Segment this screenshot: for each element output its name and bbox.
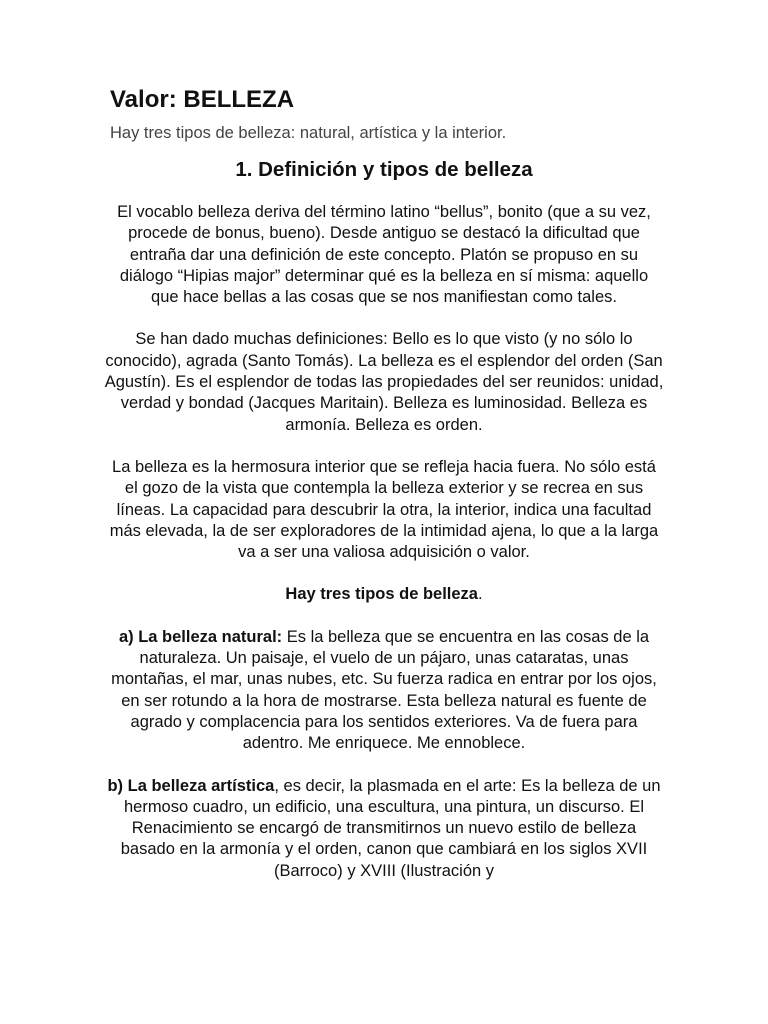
- document-body: [104, 202, 664, 903]
- type-artistic-label: b) La belleza artística: [107, 776, 275, 795]
- types-heading: [104, 584, 664, 605]
- document-subtitle: Hay tres tipos de belleza: natural, artística y la interior.: [110, 124, 507, 142]
- type-natural-label: a) La belleza natural:: [118, 627, 283, 646]
- document-title: Valor: BELLEZA: [110, 86, 295, 113]
- paragraph-definitions: Se han dado muchas definiciones: Bello es lo que visto (y no sólo lo conocido), agrada (Santo Tomás). La belleza es el esplendor del orden (San Agustín). Es el esplendor de todas las propiedades del ser reunidos: unidad, verdad y bondad (Jacques Maritain). Belleza es luminosidad. Belleza es armonía. Belleza es orden.: [104, 330, 664, 434]
- type-artistic: [104, 776, 664, 882]
- type-natural-text: Es la belleza que se encuentra en las cosas de la naturaleza. Un paisaje, el vuelo de un pájaro, unas cataratas, unas montañas, el mar, unas nubes, etc. Su fuerza radica en entrar por los ojos, en ser rotundo a la hora de mostrarse. Esta belleza natural es fuente de agrado y complacencia para los sentidos exteriores. Va de fuera para adentro. Me enriquece. Me ennoblece.: [111, 627, 657, 753]
- type-artistic-text: , es decir, la plasmada en el arte: Es la belleza de un hermoso cuadro, un edificio, una escultura, una pintura, un discurso. El Renacimiento se encargó de transmitirnos un nuevo estilo de belleza basado en la armonía y el orden, canon que cambiará en los siglos XVII (Barroco) y XVIII (Ilustración y: [120, 776, 661, 880]
- types-heading-tail: .: [477, 585, 483, 604]
- paragraph-etymology: El vocablo belleza deriva del término latino “bellus”, bonito (que a su vez, procede de bonus, bueno). Desde antiguo se destacó la dificultad que entraña dar una definición de este concepto. Platón se propuso en su diálogo “Hipias major” determinar qué es la belleza en sí misma: aquello que hace bellas a las cosas que se nos manifiestan como tales.: [117, 203, 651, 307]
- type-natural: [104, 627, 664, 755]
- paragraph-inner-beauty: La belleza es la hermosura interior que se refleja hacia fuera. No sólo está el gozo de la vista que contempla la belleza exterior y se recrea en sus líneas. La capacidad para descubrir la otra, la interior, indica una facultad más elevada, la de ser exploradores de la intimidad ajena, lo que a la larga va a ser una valiosa adquisición o valor.: [109, 457, 659, 562]
- types-heading-bold: Hay tres tipos de belleza: [285, 585, 478, 604]
- section-heading: 1. Definición y tipos de belleza: [235, 158, 533, 181]
